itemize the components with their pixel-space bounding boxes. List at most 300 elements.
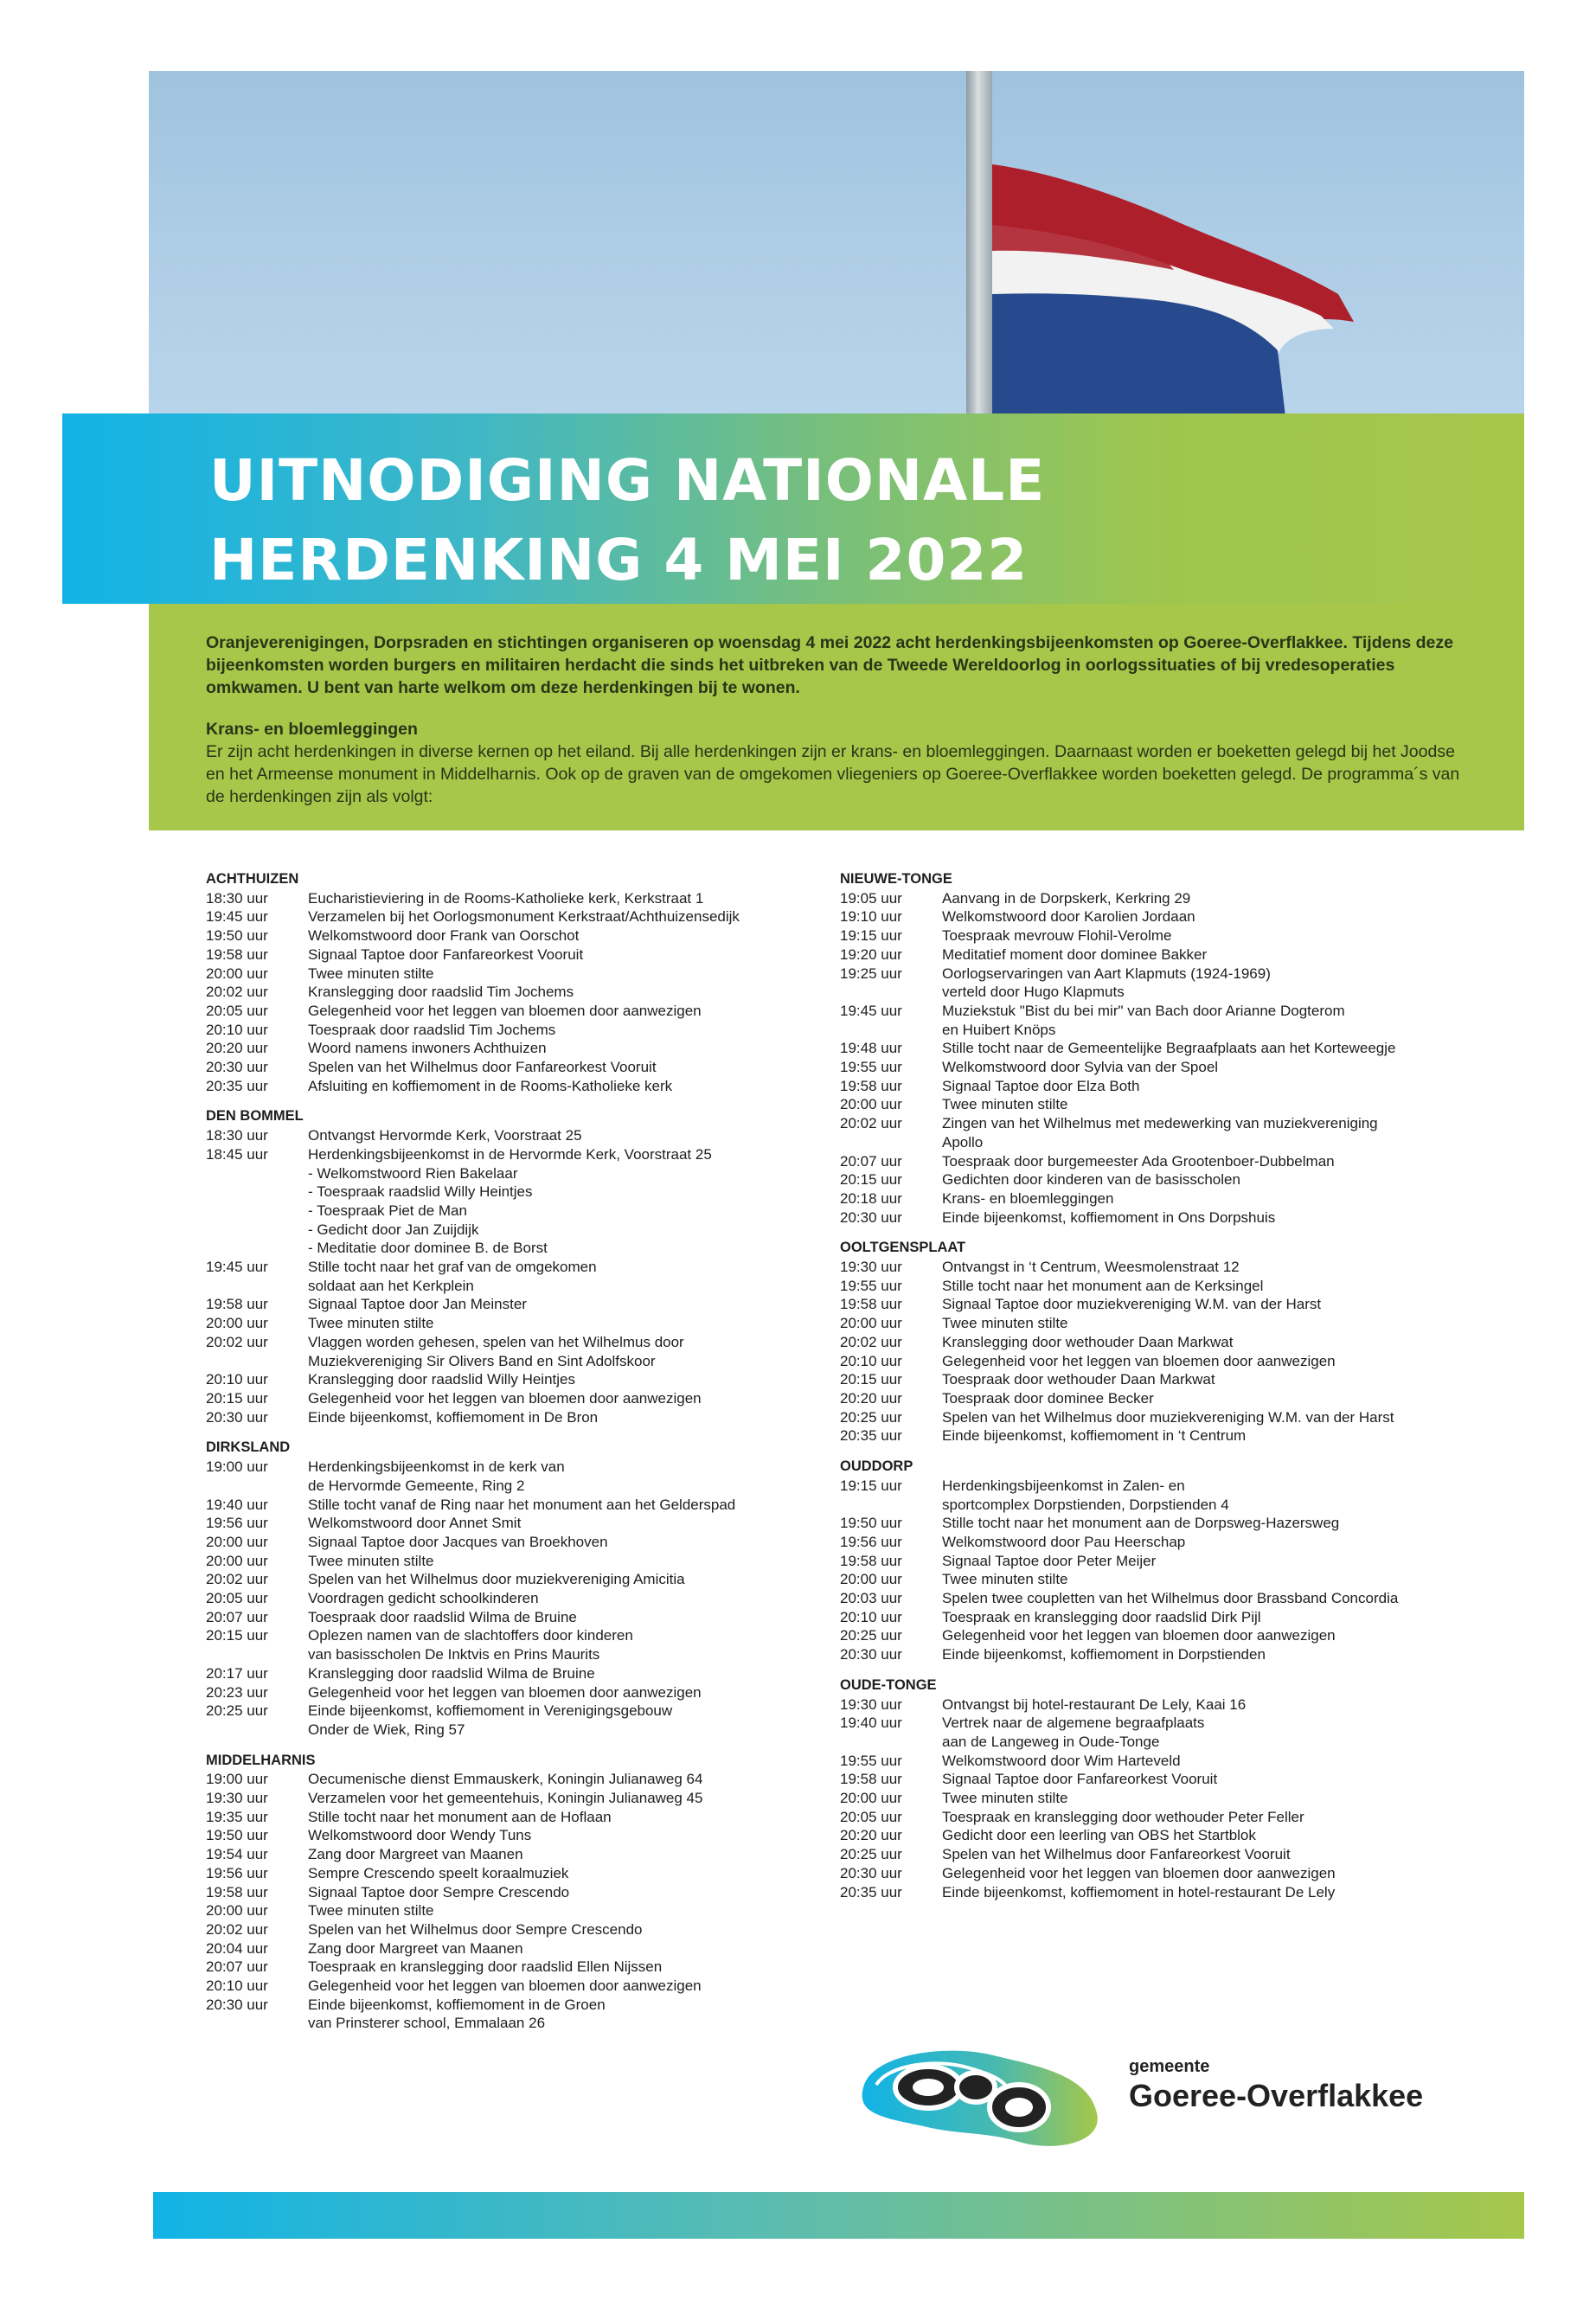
program-description: Kranslegging door wethouder Daan Markwat — [942, 1333, 1234, 1350]
program-time: 20:10 uur — [840, 1608, 902, 1625]
program-description: Gelegenheid voor het leggen van bloemen door aanwezigen — [308, 1389, 702, 1407]
program-description: Einde bijeenkomst, koffiemoment in de Groen van Prinsterer school, Emmalaan 26 — [308, 1996, 606, 2032]
program-description: Herdenkingsbijeenkomst in de Hervormde Kerk, Voorstraat 25 — [308, 1145, 712, 1163]
program-time: 20:07 uur — [206, 1958, 268, 1976]
program-description: Einde bijeenkomst, koffiemoment in Verenigingsgebouw Onder de Wiek, Ring 57 — [308, 1702, 673, 1738]
program-row — [206, 889, 811, 908]
program-description: Aanvang in de Dorpskerk, Kerkring 29 — [942, 889, 1191, 907]
program-row — [840, 1645, 1445, 1664]
program-description: Muziekstuk "Bist du bei mir" van Bach door Arianne Dogterom en Huibert Knöps — [942, 1002, 1345, 1038]
program-row — [840, 907, 1445, 926]
program-description: Gelegenheid voor het leggen van bloemen door aanwezigen — [308, 1002, 702, 1019]
program-description: Toespraak en kranslegging door wethouder Peter Feller — [942, 1808, 1304, 1825]
program-row — [206, 1183, 811, 1202]
program-description: Ontvangst bij hotel-restaurant De Lely, Kaai 16 — [942, 1695, 1247, 1713]
program-description: Kranslegging door raadslid Willy Heintjes — [308, 1371, 575, 1388]
program-row — [840, 1039, 1445, 1058]
program-description: Toespraak mevrouw Flohil-Verolme — [942, 927, 1172, 945]
program-description: Welkomstwoord door Annet Smit — [308, 1515, 522, 1532]
program-description: Signaal Taptoe door Peter Meijer — [942, 1552, 1157, 1569]
program-time: 20:25 uur — [840, 1846, 902, 1863]
logo-brand-text: Goeree-Overflakkee — [1129, 2078, 1424, 2113]
program-row — [840, 1170, 1445, 1189]
program-time: 20:00 uur — [206, 1552, 268, 1569]
program-row — [206, 1770, 811, 1789]
program-description: Oecumenische dienst Emmauskerk, Koningin Julianaweg 64 — [308, 1771, 703, 1788]
program-description: - Toespraak Piet de Man — [308, 1202, 467, 1219]
program-description: - Toespraak raadslid Willy Heintjes — [308, 1183, 533, 1201]
program-description: Krans- en bloemleggingen — [942, 1189, 1114, 1207]
program-row — [840, 1389, 1445, 1408]
program-time: 20:10 uur — [206, 1371, 268, 1388]
program-description: Twee minuten stilte — [942, 1096, 1068, 1113]
program-row — [840, 1477, 1445, 1514]
program-time: 20:17 uur — [206, 1664, 268, 1682]
program-row — [206, 1039, 811, 1058]
program-time: 19:15 uur — [840, 1477, 902, 1494]
program-time: 20:20 uur — [206, 1040, 268, 1057]
program-time: 20:15 uur — [840, 1371, 902, 1388]
program-section — [840, 870, 1445, 1227]
program-description: Stille tocht naar het monument aan de Dorpsweg-Hazersweg — [942, 1515, 1340, 1532]
program-description: Toespraak door raadslid Tim Jochems — [308, 1021, 556, 1038]
program-section — [206, 1752, 811, 2034]
program-time: 19:40 uur — [206, 1496, 268, 1513]
program-row — [840, 1258, 1445, 1277]
section-heading: MIDDELHARNIS — [206, 1752, 316, 1768]
program-row — [206, 1408, 811, 1427]
dutch-flag-image — [992, 164, 1356, 417]
program-row — [840, 1077, 1445, 1096]
program-row — [206, 965, 811, 984]
program-row — [206, 1258, 811, 1295]
program-time — [206, 1221, 308, 1240]
program-description: Twee minuten stilte — [942, 1790, 1068, 1807]
program-time: 20:00 uur — [206, 1533, 268, 1550]
program-time: 19:56 uur — [840, 1533, 902, 1550]
program-time: 20:02 uur — [840, 1115, 902, 1132]
section-heading: NIEUWE-TONGE — [840, 871, 952, 887]
program-description: Spelen van het Wilhelmus door Sempre Crescendo — [308, 1920, 643, 1938]
program-row — [206, 945, 811, 965]
program-description: Einde bijeenkomst, koffiemoment in hotel-restaurant De Lely — [942, 1883, 1336, 1900]
title-line-2: HERDENKING 4 MEI 2022 — [209, 527, 1029, 593]
program-description: Zang door Margreet van Maanen — [308, 1939, 523, 1957]
program-description: Vlaggen worden gehesen, spelen van het Wilhelmus door Muziekvereniging Sir Olivers Band en Sint Adolfskoor — [308, 1333, 684, 1369]
program-description: Stille tocht naar het monument aan de Hoflaan — [308, 1808, 612, 1825]
program-section — [206, 870, 811, 1095]
intro-subtitle: Krans- en bloemleggingen — [206, 720, 418, 739]
program-time: 18:45 uur — [206, 1145, 268, 1163]
program-description: Oplezen namen van de slachtoffers door kinderen van basisscholen De Inktvis en Prins Maurits — [308, 1627, 633, 1663]
program-description: Gelegenheid voor het leggen van bloemen door aanwezigen — [942, 1627, 1336, 1644]
program-row — [840, 1370, 1445, 1389]
program-row — [840, 1114, 1445, 1151]
program-time: 18:30 uur — [206, 1127, 268, 1144]
program-row — [206, 1370, 811, 1389]
program-description: Kranslegging door raadslid Tim Jochems — [308, 984, 574, 1001]
program-description: Zang door Margreet van Maanen — [308, 1846, 523, 1863]
program-description: Twee minuten stilte — [308, 1902, 434, 1920]
program-row — [840, 1695, 1445, 1715]
program-time: 20:02 uur — [206, 1920, 268, 1938]
program-row — [840, 1352, 1445, 1371]
program-time: 20:30 uur — [840, 1208, 902, 1226]
program-description: Afsluiting en koffiemoment in de Rooms-Katholieke kerk — [308, 1077, 673, 1094]
program-row — [206, 1883, 811, 1902]
program-row — [840, 1608, 1445, 1627]
footer-gradient-bar — [153, 2192, 1524, 2239]
intro-lead: Oranjeverenigingen, Dorpsraden en stichtingen organiseren op woensdag 4 mei 2022 acht herdenkingsbijeenkomsten op Goeree-Overflakkee. Tijdens deze bijeenkomsten worden burgers en militairen herdacht die sinds het uitbreken van de Tweede Wereldoorlog in oorlogssituaties of bij vredesoperaties omkwamen. U bent van harte welkom om deze herdenkingen bij te wonen. — [206, 633, 1453, 697]
program-row — [840, 1714, 1445, 1751]
program-time: 20:30 uur — [206, 1059, 268, 1076]
program-row — [206, 1864, 811, 1883]
program-time: 19:58 uur — [840, 1296, 902, 1313]
program-description: Signaal Taptoe door Sempre Crescendo — [308, 1883, 570, 1900]
program-time: 20:00 uur — [206, 965, 268, 982]
program-row — [840, 1826, 1445, 1845]
program-time: 20:00 uur — [840, 1790, 902, 1807]
program-row — [206, 1314, 811, 1333]
program-row — [206, 1977, 811, 1996]
section-heading: OUDDORP — [840, 1458, 913, 1475]
program-time: 20:20 uur — [840, 1827, 902, 1844]
program-time: 19:45 uur — [206, 1259, 268, 1276]
program-row — [206, 907, 811, 926]
program-description: Spelen van het Wilhelmus door Fanfareorkest Vooruit — [942, 1846, 1291, 1863]
program-time: 20:10 uur — [840, 1352, 902, 1369]
program-row — [206, 1002, 811, 1021]
program-time: 20:07 uur — [840, 1152, 902, 1170]
program-time: 20:25 uur — [840, 1627, 902, 1644]
program-row — [840, 1808, 1445, 1827]
program-time: 19:30 uur — [206, 1790, 268, 1807]
program-time: 20:10 uur — [206, 1021, 268, 1038]
program-time: 19:48 uur — [840, 1040, 902, 1057]
program-row — [840, 1552, 1445, 1571]
program-description: Toespraak en kranslegging door raadslid Dirk Pijl — [942, 1608, 1261, 1625]
section-heading: DEN BOMMEL — [206, 1108, 304, 1125]
program-row — [206, 983, 811, 1002]
program-row — [840, 1277, 1445, 1296]
program-section — [840, 1239, 1445, 1445]
program-time: 20:35 uur — [840, 1427, 902, 1445]
program-time: 20:00 uur — [840, 1096, 902, 1113]
title-line-1: UITNODIGING NATIONALE — [209, 447, 1046, 514]
program-description: Stille tocht naar het graf van de omgekomen soldaat aan het Kerkplein — [308, 1259, 597, 1294]
program-column-right — [840, 870, 1445, 1913]
program-time: 20:05 uur — [206, 1590, 268, 1607]
program-time: 20:00 uur — [840, 1571, 902, 1588]
program-description: Twee minuten stilte — [942, 1571, 1068, 1588]
program-row — [840, 1589, 1445, 1608]
program-time: 20:02 uur — [840, 1333, 902, 1350]
program-description: Eucharistieviering in de Rooms-Katholieke kerk, Kerkstraat 1 — [308, 889, 704, 907]
program-row — [840, 1626, 1445, 1645]
program-time: 20:35 uur — [840, 1883, 902, 1900]
program-time: 20:15 uur — [206, 1389, 268, 1407]
program-description: Voordragen gedicht schoolkinderen — [308, 1590, 539, 1607]
goeree-overflakkee-logo — [855, 2040, 1106, 2152]
program-time: 19:55 uur — [840, 1752, 902, 1769]
program-time: 19:55 uur — [840, 1059, 902, 1076]
program-description: Signaal Taptoe door Fanfareorkest Vooruit — [308, 945, 584, 963]
program-row — [206, 1239, 811, 1258]
program-row — [840, 1845, 1445, 1864]
program-time: 20:02 uur — [206, 1333, 268, 1350]
flag-pole — [966, 71, 992, 417]
program-time: 19:58 uur — [840, 1771, 902, 1788]
program-row — [206, 1202, 811, 1221]
program-row — [840, 926, 1445, 945]
program-time: 20:05 uur — [206, 1002, 268, 1019]
program-description: Welkomstwoord door Pau Heerschap — [942, 1533, 1186, 1550]
program-description: Welkomstwoord door Wendy Tuns — [308, 1827, 532, 1844]
header-photo — [149, 71, 1524, 417]
program-row — [206, 1514, 811, 1533]
program-time: 20:04 uur — [206, 1939, 268, 1957]
program-description: Einde bijeenkomst, koffiemoment in ‘t Centrum — [942, 1427, 1247, 1445]
program-time: 20:30 uur — [840, 1864, 902, 1881]
section-heading: OUDE-TONGE — [840, 1676, 937, 1693]
program-description: - Welkomstwoord Rien Bakelaar — [308, 1164, 518, 1182]
program-time — [206, 1164, 308, 1183]
program-row — [840, 1314, 1445, 1333]
program-time: 20:00 uur — [206, 1902, 268, 1920]
program-description: Oorlogservaringen van Aart Klapmuts (1924-1969) verteld door Hugo Klapmuts — [942, 965, 1271, 1001]
program-description: Spelen van het Wilhelmus door muziekvereniging W.M. van der Harst — [942, 1408, 1394, 1426]
program-row — [206, 1077, 811, 1096]
program-row — [206, 1145, 811, 1164]
program-description: Twee minuten stilte — [308, 1552, 434, 1569]
program-description: Toespraak door raadslid Wilma de Bruine — [308, 1608, 577, 1625]
program-row — [206, 1826, 811, 1845]
program-description: Twee minuten stilte — [308, 965, 434, 982]
program-time: 20:30 uur — [206, 1996, 268, 2013]
logo-small-text: gemeente — [1129, 2057, 1210, 2076]
program-description: Toespraak door wethouder Daan Markwat — [942, 1371, 1215, 1388]
program-time: 20:35 uur — [206, 1077, 268, 1094]
program-time: 20:20 uur — [840, 1389, 902, 1407]
program-row — [206, 1608, 811, 1627]
program-description: Ontvangst Hervormde Kerk, Voorstraat 25 — [308, 1127, 582, 1144]
program-description: Signaal Taptoe door Fanfareorkest Vooruit — [942, 1771, 1218, 1788]
program-time: 19:58 uur — [206, 1296, 268, 1313]
program-description: Stille tocht naar het monument aan de Kerksingel — [942, 1277, 1264, 1294]
program-time — [206, 1239, 308, 1258]
program-description: Gedichten door kinderen van de basisscholen — [942, 1171, 1240, 1189]
program-section — [206, 1107, 811, 1426]
program-time: 20:10 uur — [206, 1977, 268, 1995]
program-row — [206, 1126, 811, 1145]
program-time: 19:00 uur — [206, 1771, 268, 1788]
program-time: 20:00 uur — [840, 1315, 902, 1332]
program-row — [206, 1664, 811, 1683]
program-description: Zingen van het Wilhelmus met medewerking van muziekvereniging Apollo — [942, 1115, 1378, 1150]
program-column-left — [206, 870, 811, 2045]
program-time: 20:15 uur — [840, 1171, 902, 1189]
program-time: 20:23 uur — [206, 1683, 268, 1701]
program-row — [206, 1221, 811, 1240]
section-heading: OOLTGENSPLAAT — [840, 1240, 966, 1256]
program-description: Einde bijeenkomst, koffiemoment in Dorpstienden — [942, 1646, 1266, 1663]
program-description: Gelegenheid voor het leggen van bloemen door aanwezigen — [942, 1864, 1336, 1881]
program-row — [206, 1533, 811, 1552]
program-row — [840, 1533, 1445, 1552]
program-row — [206, 1683, 811, 1702]
program-time: 19:30 uur — [840, 1259, 902, 1276]
program-time: 19:56 uur — [206, 1515, 268, 1532]
program-row — [206, 1570, 811, 1589]
program-description: Einde bijeenkomst, koffiemoment in De Bron — [308, 1408, 599, 1426]
program-time: 20:18 uur — [840, 1189, 902, 1207]
program-row — [206, 1058, 811, 1077]
program-time: 19:40 uur — [840, 1715, 902, 1732]
intro-text — [206, 631, 1469, 808]
program-time: 19:35 uur — [206, 1808, 268, 1825]
program-description: Gedicht door een leerling van OBS het Startblok — [942, 1827, 1256, 1844]
program-time: 20:25 uur — [840, 1408, 902, 1426]
program-section — [840, 1458, 1445, 1664]
program-description: Toespraak door dominee Becker — [942, 1389, 1154, 1407]
section-heading: DIRKSLAND — [206, 1439, 291, 1456]
program-section — [206, 1439, 811, 1739]
program-time: 19:10 uur — [840, 908, 902, 926]
program-description: Welkomstwoord door Sylvia van der Spoel — [942, 1059, 1219, 1076]
program-row — [840, 1152, 1445, 1171]
program-description: Stille tocht naar de Gemeentelijke Begraafplaats aan het Korteweegje — [942, 1040, 1396, 1057]
program-time: 19:58 uur — [206, 1883, 268, 1900]
program-description: Twee minuten stilte — [942, 1315, 1068, 1332]
program-description: Welkomstwoord door Frank van Oorschot — [308, 927, 580, 945]
program-time: 20:02 uur — [206, 984, 268, 1001]
program-row — [840, 1058, 1445, 1077]
program-row — [840, 1295, 1445, 1314]
program-row — [840, 1333, 1445, 1352]
program-row — [206, 1589, 811, 1608]
program-row — [206, 1702, 811, 1739]
program-row — [206, 1789, 811, 1808]
program-time: 19:00 uur — [206, 1458, 268, 1476]
program-description: Verzamelen voor het gemeentehuis, Koningin Julianaweg 45 — [308, 1790, 703, 1807]
program-row — [206, 1958, 811, 1977]
program-row — [206, 1808, 811, 1827]
program-time: 18:30 uur — [206, 889, 268, 907]
program-time — [206, 1202, 308, 1221]
program-description: Twee minuten stilte — [308, 1315, 434, 1332]
program-time: 19:50 uur — [206, 927, 268, 945]
program-row — [840, 1514, 1445, 1533]
program-row — [206, 1996, 811, 2033]
program-row — [840, 1770, 1445, 1789]
program-description: Toespraak door burgemeester Ada Grootenboer-Dubbelman — [942, 1152, 1335, 1170]
program-time: 19:58 uur — [840, 1077, 902, 1094]
program-description: Signaal Taptoe door Jacques van Broekhoven — [308, 1533, 608, 1550]
program-description: Gelegenheid voor het leggen van bloemen door aanwezigen — [308, 1683, 702, 1701]
program-description: Kranslegging door raadslid Wilma de Bruine — [308, 1664, 595, 1682]
program-row — [206, 1901, 811, 1920]
program-time: 19:30 uur — [840, 1695, 902, 1713]
program-description: Herdenkingsbijeenkomst in de kerk van de Hervormde Gemeente, Ring 2 — [308, 1458, 565, 1494]
program-time: 19:05 uur — [840, 889, 902, 907]
program-description: Woord namens inwoners Achthuizen — [308, 1040, 547, 1057]
program-time: 20:05 uur — [840, 1808, 902, 1825]
program-time: 20:30 uur — [840, 1646, 902, 1663]
program-row — [840, 1426, 1445, 1445]
program-row — [840, 1864, 1445, 1883]
program-time: 20:03 uur — [840, 1590, 902, 1607]
program-row — [206, 1021, 811, 1040]
program-description: Spelen van het Wilhelmus door muziekvereniging Amicitia — [308, 1571, 685, 1588]
program-description: Gelegenheid voor het leggen van bloemen door aanwezigen — [942, 1352, 1336, 1369]
program-description: - Meditatie door dominee B. de Borst — [308, 1240, 548, 1257]
program-time: 19:25 uur — [840, 965, 902, 982]
program-description: Sempre Crescendo speelt koraalmuziek — [308, 1864, 569, 1881]
program-time: 19:45 uur — [206, 908, 268, 926]
program-time: 20:25 uur — [206, 1702, 268, 1720]
program-description: - Gedicht door Jan Zuijdijk — [308, 1221, 479, 1238]
program-time: 19:15 uur — [840, 927, 902, 945]
program-row — [840, 1208, 1445, 1227]
program-row — [206, 1626, 811, 1663]
program-time: 19:45 uur — [840, 1002, 902, 1019]
program-time: 19:20 uur — [840, 945, 902, 963]
program-time: 19:50 uur — [840, 1515, 902, 1532]
program-row — [840, 1883, 1445, 1902]
program-row — [206, 1552, 811, 1571]
program-description: Herdenkingsbijeenkomst in Zalen- en sportcomplex Dorpstienden, Dorpstienden 4 — [942, 1477, 1229, 1513]
program-time: 20:15 uur — [206, 1627, 268, 1644]
program-row — [840, 1408, 1445, 1427]
program-description: Spelen twee coupletten van het Wilhelmus door Brassband Concordia — [942, 1590, 1399, 1607]
program-description: Stille tocht vanaf de Ring naar het monument aan het Gelderspad — [308, 1496, 736, 1513]
program-description: Signaal Taptoe door Elza Both — [942, 1077, 1140, 1094]
program-time: 19:56 uur — [206, 1864, 268, 1881]
program-row — [206, 1920, 811, 1939]
program-description: Ontvangst in ‘t Centrum, Weesmolenstraat 12 — [942, 1259, 1240, 1276]
program-description: Toespraak en kranslegging door raadslid Ellen Nijssen — [308, 1958, 663, 1976]
program-time: 19:55 uur — [840, 1277, 902, 1294]
program-time: 20:00 uur — [206, 1315, 268, 1332]
program-time — [206, 1183, 308, 1202]
program-description: Einde bijeenkomst, koffiemoment in Ons Dorpshuis — [942, 1208, 1276, 1226]
program-description: Verzamelen bij het Oorlogsmonument Kerkstraat/Achthuizensedijk — [308, 908, 740, 926]
program-row — [206, 1164, 811, 1183]
program-time: 20:02 uur — [206, 1571, 268, 1588]
program-time: 20:30 uur — [206, 1408, 268, 1426]
program-time: 19:54 uur — [206, 1846, 268, 1863]
program-description: Vertrek naar de algemene begraafplaats aan de Langeweg in Oude-Tonge — [942, 1715, 1205, 1750]
program-time: 20:07 uur — [206, 1608, 268, 1625]
program-description: Welkomstwoord door Karolien Jordaan — [942, 908, 1195, 926]
program-time: 19:58 uur — [840, 1552, 902, 1569]
program-time: 19:58 uur — [206, 945, 268, 963]
program-row — [206, 1333, 811, 1370]
program-row — [840, 1789, 1445, 1808]
intro-body: Er zijn acht herdenkingen in diverse kernen op het eiland. Bij alle herdenkingen zijn er krans- en bloemleggingen. Daarnaast worden er boeketten gelegd bij het Joodse en het Armeense monument in Middelharnis. Ook op de graven van de omgekomen vliegeniers op Goeree-Overflakkee worden boeketten gelegd. De programma´s van de herdenkingen zijn als volgt: — [206, 742, 1460, 806]
program-description: Signaal Taptoe door muziekvereniging W.M. van der Harst — [942, 1296, 1322, 1313]
program-row — [840, 945, 1445, 965]
program-row — [840, 1570, 1445, 1589]
program-row — [206, 926, 811, 945]
program-row — [206, 1295, 811, 1314]
program-description: Spelen van het Wilhelmus door Fanfareorkest Vooruit — [308, 1059, 657, 1076]
program-row — [840, 965, 1445, 1002]
page-title — [209, 441, 1045, 600]
program-row — [206, 1939, 811, 1958]
program-row — [840, 1002, 1445, 1039]
program-row — [840, 1095, 1445, 1114]
